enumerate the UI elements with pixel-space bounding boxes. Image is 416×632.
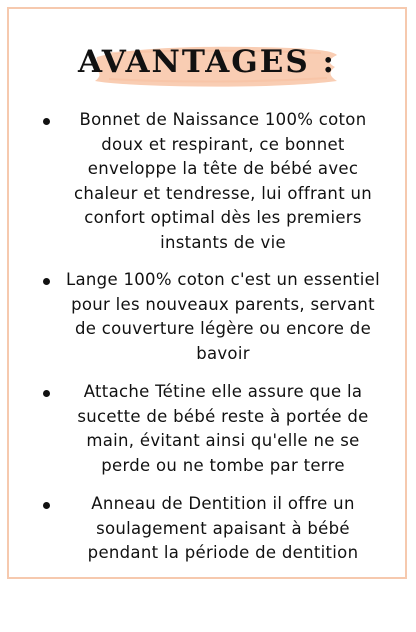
bullet-icon (43, 118, 50, 125)
bullet-icon (43, 390, 50, 397)
list-item (9, 492, 405, 632)
page-title: AVANTAGES : (78, 44, 336, 80)
list-item-text: Anneau de Dentition il offre un soulagement apaisant à bébé pendant la période de dentition (87, 494, 359, 563)
benefits-card (7, 7, 407, 579)
list-item (9, 108, 405, 252)
list-item-text: Lange 100% coton c'est un essentiel pour les nouveaux parents, servant de couverture légère ou encore de bavoir (66, 270, 380, 363)
list-item-text: Attache Tétine elle assure que la sucette de bébé reste à portée de main, évitant ainsi qu'elle ne se perde ou ne tombe par terre (77, 382, 369, 475)
bullet-icon (43, 278, 50, 285)
list-item-text: Bonnet de Naissance 100% coton doux et respirant, ce bonnet enveloppe la tête de bébé avec chaleur et tendresse, lui offrant un confort optimal dès les premiers instants de vie (73, 110, 373, 252)
title-area (9, 31, 405, 101)
bullet-icon (43, 502, 50, 509)
